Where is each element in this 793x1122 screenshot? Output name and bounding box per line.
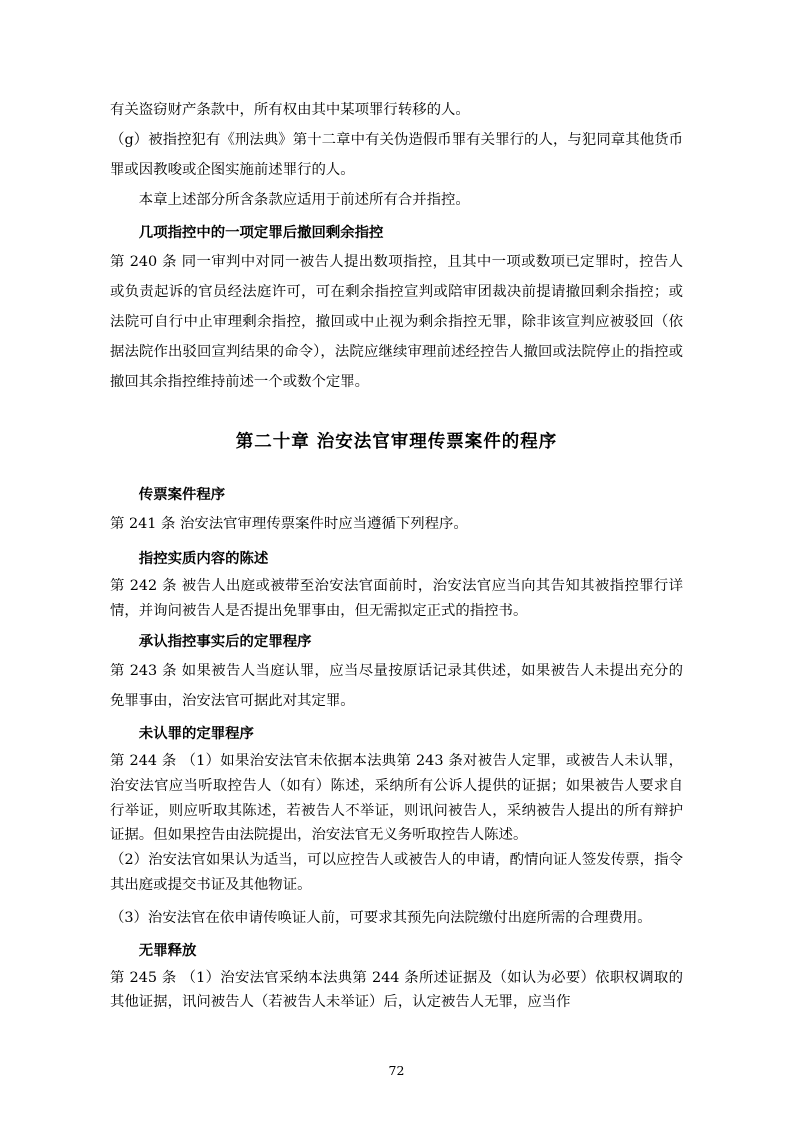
page-number: 72 <box>388 1063 405 1078</box>
paragraph: （3）治安法官在依申请传唤证人前，可要求其预先向法院缴付出庭所需的合理费用。 <box>110 909 652 926</box>
section-heading: 未认罪的定罪程序 <box>138 725 254 743</box>
paragraph: 第 240 条 同一审判中对同一被告人提出数项指控，且其中一项或数项已定罪时，控告人或负责起诉的官员经法庭许可，可在剩余指控宣判或陪审团裁决前提请撤回剩余指控；或法院可自行中止审理剩余指控，撤回或中止视为剩余指控无罪，除非该宣判应被驳回（依据法院作出驳回宣判结果的命令），法院应继续审理前述经控告人撤回或法院停止的指控或撤回其余指控维持前述一个或数个定罪。 <box>110 253 683 390</box>
paragraph: 本章上述部分所含条款应适用于前述所有合并指控。 <box>138 191 470 208</box>
section-heading: 传票案件程序 <box>138 485 226 503</box>
paragraph: 第 243 条 如果被告人当庭认罪，应当尽量按原话记录其供述，如果被告人未提出充分的免罪事由，治安法官可据此对其定罪。 <box>110 663 683 710</box>
document-body <box>110 96 683 1015</box>
section-heading: 无罪释放 <box>138 941 197 959</box>
paragraph: （2）治安法官如果认为适当，可以应控告人或被告人的申请，酌情向证人签发传票，指令其出庭或提交书证及其他物证。 <box>110 852 683 893</box>
paragraph: 第 241 条 治安法官审理传票案件时应当遵循下列程序。 <box>110 515 468 532</box>
paragraph: 有关盗窃财产条款中，所有权由其中某项罪行转移的人。 <box>110 102 470 118</box>
chapter-title: 第二十章 治安法官审理传票案件的程序 <box>235 431 558 452</box>
paragraph: 第 244 条 （1）如果治安法官未依据本法典第 243 条对被告人定罪，或被告人未认罪，治安法官应当听取控告人（如有）陈述，采纳所有公诉人提供的证据；如果被告人要求自行举证，则应听取其陈述，若被告人不举证，则讯问被告人，采纳被告人提出的所有辩护证据。但如果控告由法院提出，治安法官无义务听取控告人陈述。 <box>110 753 683 844</box>
section-heading: 承认指控事实后的定罪程序 <box>138 633 312 651</box>
paragraph: 第 242 条 被告人出庭或被带至治安法官面前时，治安法官应当向其告知其被指控罪行详情，并询问被告人是否提出免罪事由，但无需拟定正式的指控书。 <box>110 577 683 619</box>
paragraph: 第 245 条 （1）治安法官采纳本法典第 244 条所述证据及（如认为必要）依职权调取的其他证据，讯问被告人（若被告人未举证）后，认定被告人无罪，应当作 <box>110 969 683 1011</box>
paragraph: （g）被指控犯有《刑法典》第十二章中有关伪造假币罪有关罪行的人，与犯同章其他货币罪或因教唆或企图实施前述罪行的人。 <box>110 131 683 178</box>
section-heading: 几项指控中的一项定罪后撤回剩余指控 <box>138 223 384 241</box>
section-heading: 指控实质内容的陈述 <box>138 549 269 567</box>
